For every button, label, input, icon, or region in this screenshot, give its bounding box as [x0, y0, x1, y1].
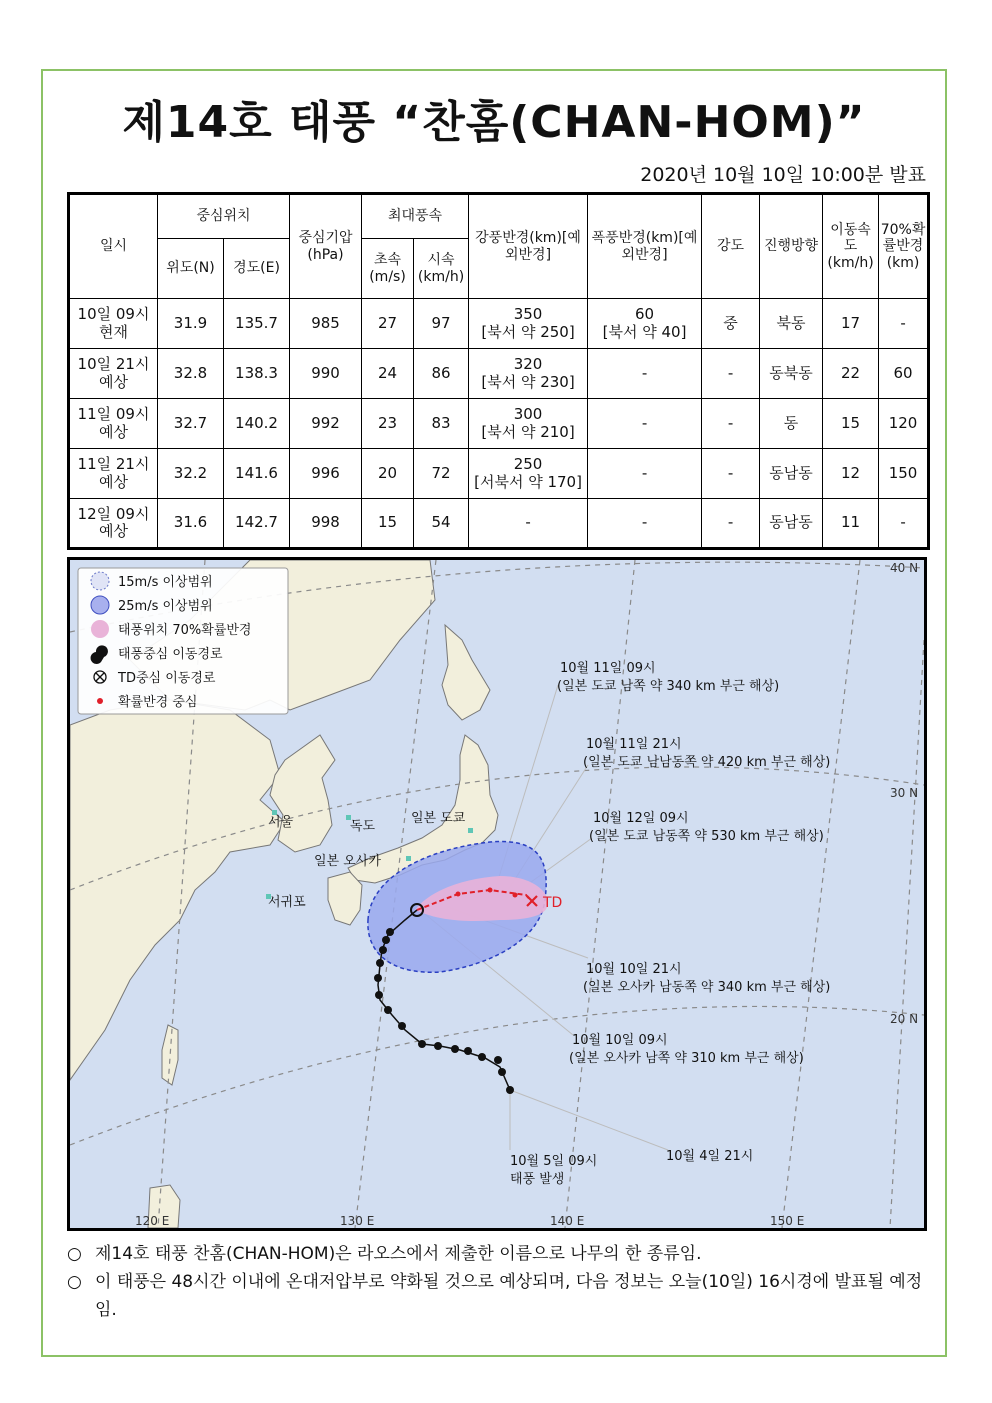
cell-gale: 320 [북서 약 230]	[469, 349, 588, 399]
table-row	[69, 349, 929, 399]
cell-wind-ms: 15	[362, 499, 414, 549]
cell-time: 10일 09시 현재	[69, 299, 158, 349]
cell-storm: 60 [북서 약 40]	[588, 299, 702, 349]
cell-lon: 140.2	[224, 399, 290, 449]
header-wind-ms: 초속(m/s)	[362, 239, 414, 299]
label-lon-140: 140 E	[550, 1214, 585, 1228]
cell-time: 12일 09시 예상	[69, 499, 158, 549]
cell-lon: 142.7	[224, 499, 290, 549]
legend-prob-icon	[91, 620, 109, 638]
header-speed: 이동속도(km/h)	[823, 194, 879, 299]
cell-storm: -	[588, 499, 702, 549]
legend-25ms-icon	[91, 596, 109, 614]
cell-lon: 135.7	[224, 299, 290, 349]
cell-intensity: -	[702, 499, 760, 549]
cell-direction: 동남동	[760, 449, 823, 499]
cell-lat: 32.2	[158, 449, 224, 499]
prob-center-dot	[488, 888, 493, 893]
annotation-date: 10월 4일 21시	[666, 1149, 754, 1164]
cell-storm: -	[588, 349, 702, 399]
bullet-icon: ○	[67, 1244, 82, 1264]
cell-speed: 17	[823, 299, 879, 349]
cell-speed: 22	[823, 349, 879, 399]
cell-wind-ms: 27	[362, 299, 414, 349]
cell-prob: 150	[879, 449, 929, 499]
cell-storm: -	[588, 399, 702, 449]
svg-text:TD중심 이동경로: TD중심 이동경로	[118, 671, 216, 686]
svg-text:확률반경 중심: 확률반경 중심	[118, 695, 198, 710]
prob-center-dot	[513, 893, 518, 898]
header-intensity: 강도	[702, 194, 760, 299]
cell-direction: 북동	[760, 299, 823, 349]
cell-wind-kmh: 83	[414, 399, 469, 449]
header-lat: 위도(N)	[158, 239, 224, 299]
cell-direction: 동	[760, 399, 823, 449]
note-text: 이 태풍은 48시간 이내에 온대저압부로 약화될 것으로 예상되며, 다음 정보는 오늘(10일) 16시경에 발표될 예정임.	[95, 1272, 923, 1320]
cell-wind-kmh: 97	[414, 299, 469, 349]
cell-pressure: 990	[290, 349, 362, 399]
cell-wind-ms: 23	[362, 399, 414, 449]
cell-gale: 300 [북서 약 210]	[469, 399, 588, 449]
cell-pressure: 996	[290, 449, 362, 499]
cell-time: 11일 09시 예상	[69, 399, 158, 449]
svg-text:15m/s 이상범위: 15m/s 이상범위	[118, 575, 213, 590]
header-time: 일시	[69, 194, 158, 299]
cell-prob: -	[879, 299, 929, 349]
cell-direction: 동북동	[760, 349, 823, 399]
typhoon-track-map	[67, 557, 927, 1231]
cell-pressure: 992	[290, 399, 362, 449]
cell-speed: 11	[823, 499, 879, 549]
annotation-date: 10월 11일 21시	[586, 737, 682, 752]
label-lat-30: 30 N	[890, 786, 919, 800]
header-prob-radius: 70%확률반경(km)	[879, 194, 929, 299]
cell-speed: 15	[823, 399, 879, 449]
cell-lat: 31.6	[158, 499, 224, 549]
cell-pressure: 985	[290, 299, 362, 349]
city-seoul: 서울	[268, 815, 294, 830]
header-gale-radius: 강풍반경(km)[예외반경]	[469, 194, 588, 299]
map-legend	[78, 568, 288, 714]
cell-storm: -	[588, 449, 702, 499]
typhoon-forecast-table	[67, 192, 930, 550]
cell-prob: 120	[879, 399, 929, 449]
cell-gale: 350 [북서 약 250]	[469, 299, 588, 349]
legend-center-dot-icon	[97, 698, 103, 704]
cell-time: 11일 21시 예상	[69, 449, 158, 499]
legend-15ms-icon	[91, 572, 109, 590]
header-storm-radius: 폭풍반경(km)[예외반경]	[588, 194, 702, 299]
header-pressure: 중심기압(hPa)	[290, 194, 362, 299]
cell-lat: 32.7	[158, 399, 224, 449]
label-lat-20: 20 N	[890, 1012, 919, 1026]
header-lon: 경도(E)	[224, 239, 290, 299]
cell-intensity: 중	[702, 299, 760, 349]
page-title: 제14호 태풍 “찬홈(CHAN-HOM)”	[122, 97, 866, 148]
table-row	[69, 399, 929, 449]
header-direction: 진행방향	[760, 194, 823, 299]
annotation-desc: (일본 도쿄 남동쪽 약 530 km 부근 해상)	[589, 829, 824, 844]
cell-wind-kmh: 54	[414, 499, 469, 549]
header-maxwind: 최대풍속	[362, 194, 469, 239]
cell-gale: 250 [서북서 약 170]	[469, 449, 588, 499]
td-label: TD	[543, 895, 563, 911]
note-item	[67, 1268, 927, 1324]
label-lon-150: 150 E	[770, 1214, 805, 1228]
cell-lat: 31.9	[158, 299, 224, 349]
cell-intensity: -	[702, 449, 760, 499]
note-text: 제14호 태풍 찬홈(CHAN-HOM)은 라오스에서 제출한 이름으로 나무의 한 종류임.	[95, 1244, 702, 1264]
cell-lon: 141.6	[224, 449, 290, 499]
bullet-icon: ○	[67, 1272, 82, 1292]
cell-wind-ms: 20	[362, 449, 414, 499]
label-lon-130: 130 E	[340, 1214, 375, 1228]
annotation-date: 10월 10일 09시	[572, 1033, 668, 1048]
cell-pressure: 998	[290, 499, 362, 549]
cell-speed: 12	[823, 449, 879, 499]
svg-text:태풍위치 70%확률반경: 태풍위치 70%확률반경	[118, 623, 252, 638]
svg-text:25m/s 이상범위: 25m/s 이상범위	[118, 599, 213, 614]
city-osaka: 일본 오사카	[314, 854, 381, 869]
table-row	[69, 449, 929, 499]
note-item	[67, 1240, 927, 1268]
table-row	[69, 499, 929, 549]
annotation-desc: 태풍 발생	[510, 1172, 565, 1187]
header-wind-kmh: 시속(km/h)	[414, 239, 469, 299]
cell-wind-ms: 24	[362, 349, 414, 399]
notes	[67, 1240, 927, 1324]
annotation-date: 10월 5일 09시	[510, 1154, 598, 1169]
cell-gale: -	[469, 499, 588, 549]
annotation-date: 10월 12일 09시	[593, 811, 689, 826]
cell-intensity: -	[702, 399, 760, 449]
cell-direction: 동남동	[760, 499, 823, 549]
city-dokdo: 독도	[350, 819, 376, 834]
annotation-desc: (일본 오사카 남쪽 약 310 km 부근 해상)	[569, 1051, 804, 1066]
label-lat-40: 40 N	[890, 561, 919, 575]
header-center: 중심위치	[158, 194, 290, 239]
cell-lon: 138.3	[224, 349, 290, 399]
annotation-desc: (일본 도쿄 남쪽 약 340 km 부근 해상)	[557, 679, 780, 694]
annotation-date: 10월 10일 21시	[586, 962, 682, 977]
cell-time: 10일 21시 예상	[69, 349, 158, 399]
annotation-desc: (일본 오사카 남동쪽 약 340 km 부근 해상)	[583, 980, 831, 995]
annotation-desc: (일본 도쿄 남남동쪽 약 420 km 부근 해상)	[583, 755, 831, 770]
cell-prob: -	[879, 499, 929, 549]
issued-time: 2020년 10월 10일 10:00분 발표	[640, 164, 926, 186]
cell-wind-kmh: 72	[414, 449, 469, 499]
label-lon-120: 120 E	[135, 1214, 170, 1228]
annotation-date: 10월 11일 09시	[560, 661, 656, 676]
prob-center-dot	[456, 892, 461, 897]
table-row	[69, 299, 929, 349]
cell-wind-kmh: 86	[414, 349, 469, 399]
cell-prob: 60	[879, 349, 929, 399]
city-tokyo: 일본 도쿄	[411, 811, 466, 826]
city-seogwipo: 서귀포	[268, 895, 306, 910]
cell-intensity: -	[702, 349, 760, 399]
svg-text:태풍중심 이동경로: 태풍중심 이동경로	[118, 647, 223, 662]
cell-lat: 32.8	[158, 349, 224, 399]
